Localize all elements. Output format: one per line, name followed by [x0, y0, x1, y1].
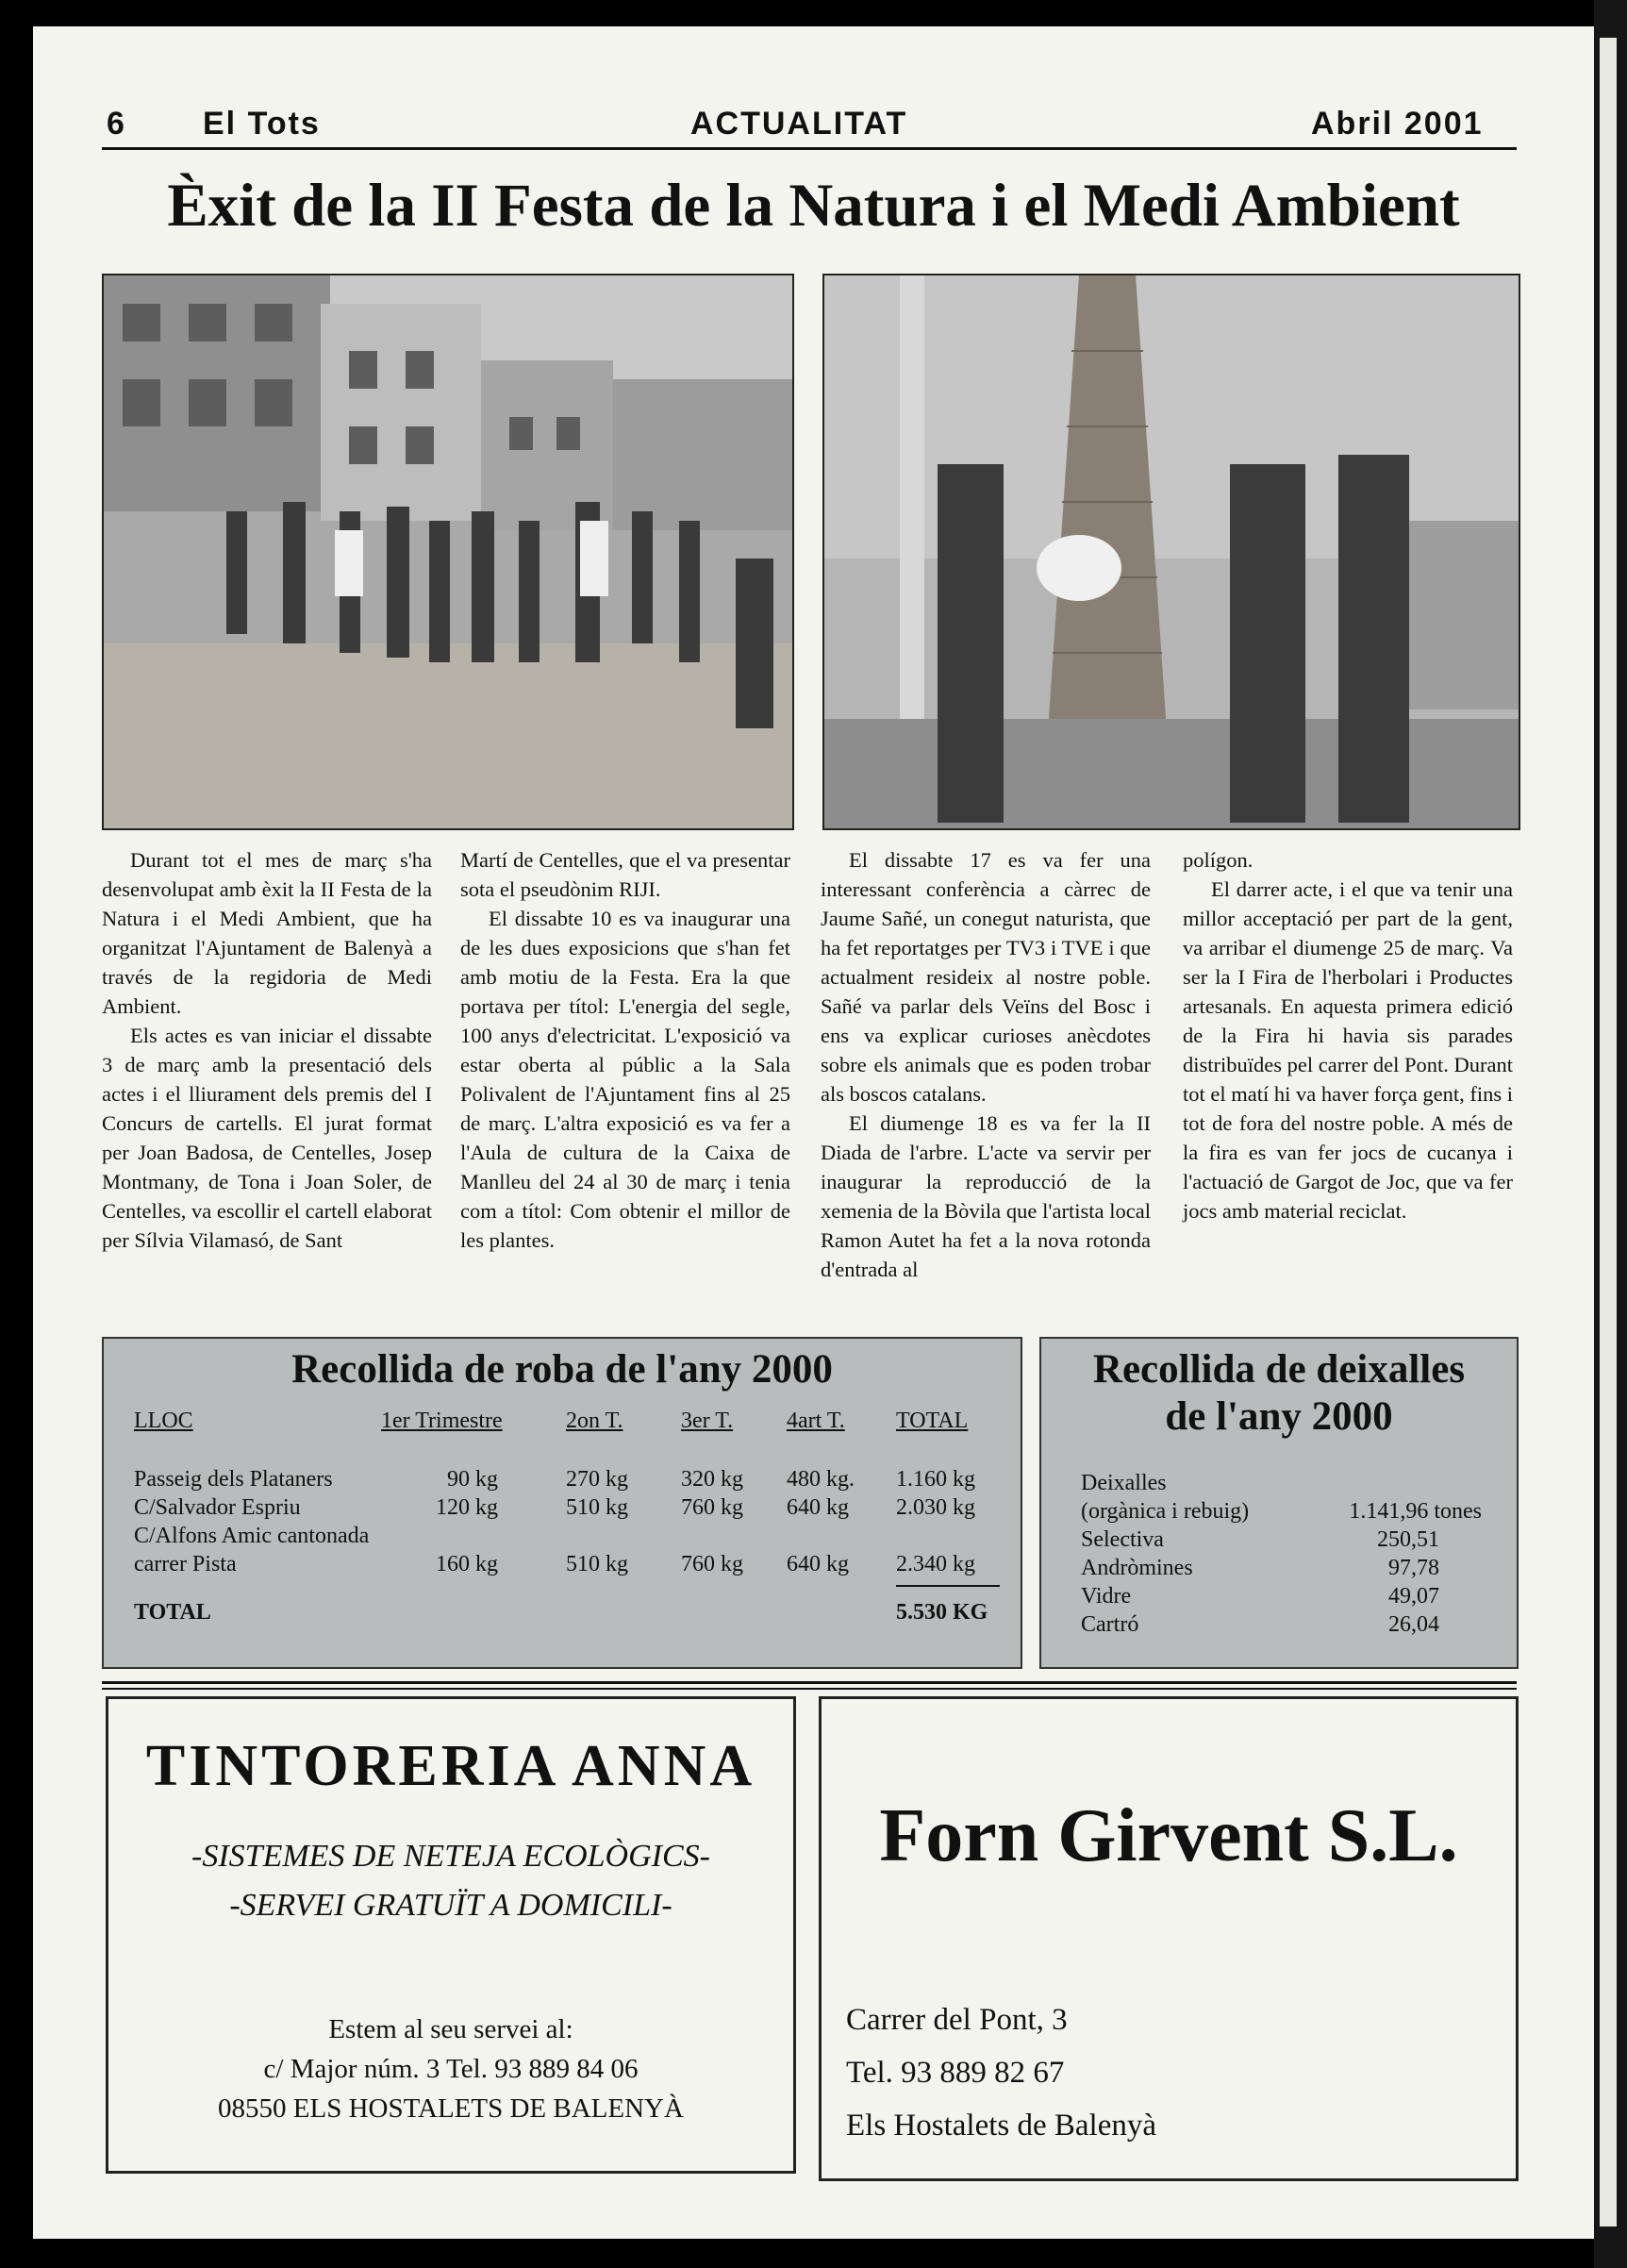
publication-name: El Tots [203, 106, 321, 142]
table-row: Andròmines 97,78 [1081, 1556, 1439, 1580]
ad-slogan-1: -SISTEMES DE NETEJA ECOLÒGICS- [191, 1839, 710, 1874]
article-paragraph: Els actes es van iniciar el dissabte 3 de març amb la presentació dels actes i el lliurament dels premis del I Concurs de cartells. El jurat format per Joan Badosa, de Centelles, Josep Montmany, de Tona i Joan Soler, de Centelles, va escollir el cartell elaborat per Sílvia Vilamasó, de Sant [102, 1024, 432, 1252]
section-divider [102, 1681, 1517, 1684]
ad-business-name: TINTORERIA ANNA [145, 1734, 756, 1798]
photo-tree-planting [102, 274, 794, 830]
col-header-q1: 1er Trimestre [381, 1409, 503, 1433]
article-column-1 [102, 845, 432, 1255]
col-header-q4: 4art T. [787, 1409, 845, 1433]
table-row: carrer Pista 160 kg 510 kg 760 kg 640 kg 2.340 kg [134, 1550, 1000, 1586]
table-header-row [134, 1407, 1000, 1435]
ad-contact-3: 08550 ELS HOSTALETS DE BALENYÀ [218, 2093, 684, 2124]
ad-phone: Tel. 93 889 82 67 [846, 2056, 1065, 2090]
table-row: Vidre 49,07 [1081, 1584, 1439, 1609]
col-header-q2: 2on T. [566, 1409, 623, 1433]
article-paragraph: El dissabte 10 es va inaugurar una de les dues exposicions que s'han fet amb motiu de la Festa. Era la que portava per títol: L'energia del segle, 100 anys d'electricitat. L'exposició va estar oberta al públic a la Sala Polivalent de l'Ajuntament fins al 25 de març. L'altra exposició es va fer a l'Aula de cultura de la Caixa de Manlleu del 24 al 30 de març i tenia com a títol: Com obtenir el millor de les plantes. [460, 907, 790, 1252]
article-paragraph: Durant tot el mes de març s'ha desenvolupat amb èxit la II Festa de la Natura i el Medi Ambient, que ha organitzat l'Ajuntament de Balenyà a través de la regidoria de Medi Ambient. [102, 848, 432, 1018]
total-row [134, 1598, 1000, 1626]
clothing-collection-box [102, 1337, 1022, 1669]
ad-town: Els Hostalets de Balenyà [846, 2109, 1157, 2143]
article-paragraph: Martí de Centelles, que el va presentar sota el pseudònim RIJI. [460, 848, 790, 901]
ad-contact-2: c/ Major núm. 3 Tel. 93 889 84 06 [263, 2054, 639, 2084]
waste-box-title-line2: de l'any 2000 [1165, 1394, 1393, 1439]
header-rule [102, 147, 1517, 150]
article-title: Èxit de la II Festa de la Natura i el Medi Ambient [167, 172, 1460, 240]
clothing-box-title: Recollida de roba de l'any 2000 [291, 1347, 833, 1392]
table-row: Cartró 26,04 [1081, 1612, 1439, 1637]
total-value: 5.530 KG [896, 1600, 988, 1625]
table-row: C/Salvador Espriu 120 kg 510 kg 760 kg 640 kg 2.030 kg [134, 1495, 975, 1520]
issue-date: Abril 2001 [1311, 106, 1484, 142]
ad-business-name: Forn Girvent S.L. [879, 1794, 1458, 1877]
section-name: ACTUALITAT [690, 106, 908, 142]
waste-box-title-line1: Recollida de deixalles [1092, 1347, 1466, 1392]
col-header-total: TOTAL [896, 1409, 969, 1433]
total-label: TOTAL [134, 1600, 211, 1625]
article-paragraph: El diumenge 18 es va fer la II Diada de l'arbre. L'acte va servir per inaugurar la reproducció de la xemenia de la Bòvila que l'artista local Ramon Autet ha fet a la nova rotonda d'entrada al [821, 1111, 1151, 1281]
photo-chimney-inauguration [822, 274, 1520, 830]
article-column-3 [821, 845, 1151, 1284]
page-number: 6 [107, 106, 126, 142]
article-paragraph: El dissabte 17 es va fer una interessant conferència a càrrec de Jaume Sañé, un conegut naturista, que ha fet reportatges per TV3 i TVE i que actualment resideix al nostre poble. Sañé va parlar dels Veïns del Bosc i ens va explicar curioses anècdotes sobre els animals que es poden trobar als boscos catalans. [821, 848, 1151, 1106]
article-paragraph: El darrer acte, i el que va tenir una millor acceptació per part de la gent, va arribar el diumenge 25 de març. Va ser la I Fira de l'herbolari i Productes artesanals. En aquesta primera edició de la Fira hi havia sis parades distribuïdes pel carrer del Pont. Durant tot el matí hi va haver força gent, fins i tot de fora del nostre poble. A més de la fira es van fer jocs de cucanya i l'actuació de Gargot de Joc, que va fer jocs amb material reciclat. [1183, 877, 1513, 1223]
ad-contact-1: Estem al seu servei al: [328, 2014, 573, 2044]
table-row: Selectiva 250,51 [1081, 1527, 1439, 1552]
col-header-place: LLOC [134, 1409, 193, 1433]
ad-address: Carrer del Pont, 3 [846, 2003, 1068, 2037]
section-divider [102, 1688, 1517, 1690]
article-paragraph: polígon. [1183, 848, 1253, 872]
article-column-2 [460, 845, 790, 1255]
table-row: Deixalles [1081, 1471, 1167, 1495]
clothing-table [134, 1407, 1000, 1626]
col-header-q3: 3er T. [681, 1409, 734, 1433]
waste-table [1081, 1469, 1482, 1639]
table-row: Passeig dels Plataners 90 kg 270 kg 320 kg 480 kg. 1.160 kg [134, 1467, 975, 1492]
ad-forn-girvent [819, 1696, 1519, 2181]
ad-slogan-2: -SERVEI GRATUÏT A DOMICILI- [229, 1888, 672, 1923]
table-row: (orgànica i rebuig) 1.141,96 tones [1081, 1499, 1482, 1524]
ad-tintoreria-anna [106, 1696, 796, 2174]
article-column-4 [1183, 845, 1513, 1226]
waste-collection-box [1039, 1337, 1519, 1669]
adjacent-page-edge [1594, 0, 1627, 2268]
table-row: C/Alfons Amic cantonada [134, 1524, 370, 1548]
